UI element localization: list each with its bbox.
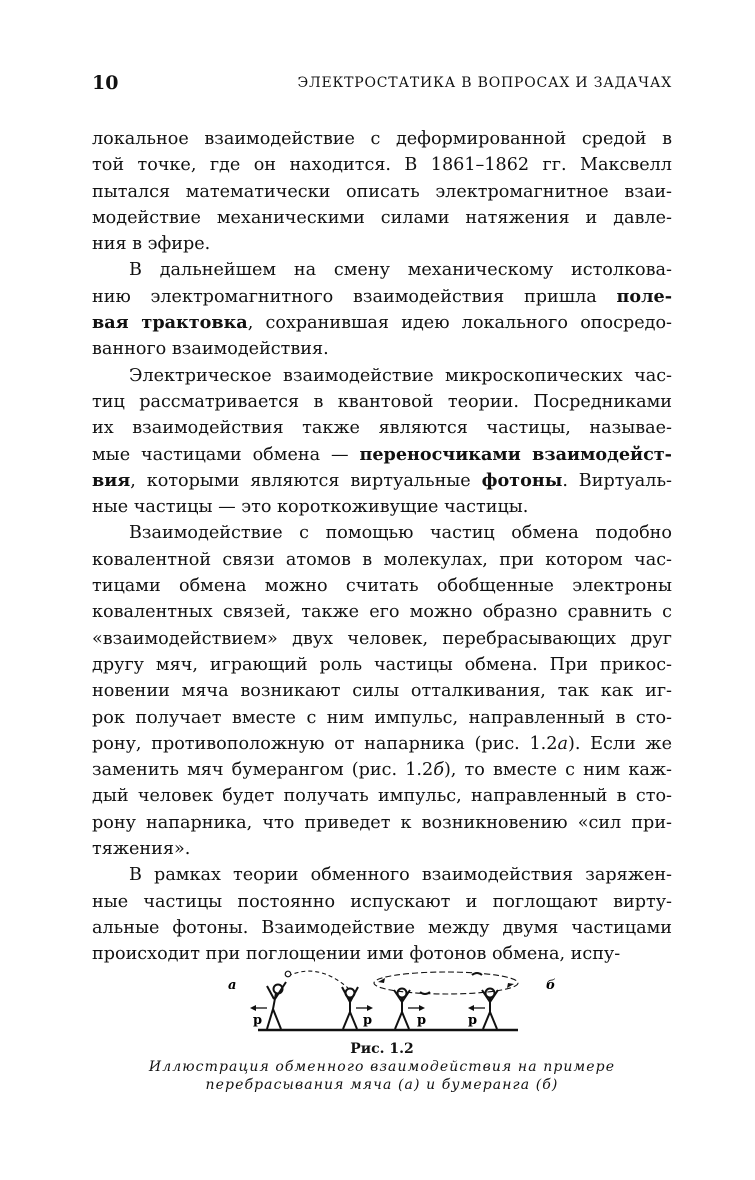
text-run: поле- xyxy=(616,285,672,307)
text-line xyxy=(92,547,672,573)
text-run: происходит при поглощении ими фотонов обмена, испу- xyxy=(92,944,621,965)
body-text xyxy=(92,126,672,968)
boomerang-icon xyxy=(420,992,430,994)
text-line xyxy=(92,126,672,152)
person-b2-icon xyxy=(482,989,498,1030)
text-run: пытался математически описать электромагнитное взаи- xyxy=(92,181,672,202)
text-line xyxy=(92,757,672,783)
paragraph xyxy=(92,520,672,862)
text-run: ковалентных связей, также его можно образно сравнить с xyxy=(92,602,672,623)
page-header xyxy=(92,72,672,96)
text-line xyxy=(92,257,672,283)
text-line xyxy=(92,415,672,441)
text-run: новении мяча возникают силы отталкивания, так как иг- xyxy=(92,681,672,702)
text-run: вия xyxy=(92,469,131,491)
running-title: ЭЛЕКТРОСТАТИКА В ВОПРОСАХ И ЗАДАЧАХ xyxy=(297,75,672,91)
text-run: рок получает вместе с ним импульс, направленный в сто- xyxy=(92,707,672,728)
text-line xyxy=(92,363,672,389)
text-run: а xyxy=(557,733,568,754)
text-run: тиц рассматривается в квантовой теории. Посредниками xyxy=(92,391,672,412)
person-a1-icon xyxy=(267,982,286,1029)
text-run: ния в эфире. xyxy=(92,234,211,255)
text-run: . Виртуаль- xyxy=(562,470,672,491)
text-line xyxy=(92,731,672,757)
text-line xyxy=(92,810,672,836)
figure-1-2 xyxy=(150,962,610,1042)
paragraph xyxy=(92,126,672,257)
figure-illustration xyxy=(150,962,610,1042)
boomerang-icon xyxy=(472,973,482,975)
ball-trajectory xyxy=(285,971,348,988)
caption-line: Иллюстрация обменного взаимодействия на примере xyxy=(148,1059,616,1075)
caption-title: Рис. 1.2 xyxy=(350,1041,414,1057)
text-run: ные частицы постоянно испускают и поглощают вирту- xyxy=(92,891,672,912)
text-run: альные фотоны. Взаимодействие между двумя частицами xyxy=(92,917,672,938)
text-line xyxy=(92,783,672,809)
text-run: рону, противоположную от напарника (рис. 1.2 xyxy=(92,733,558,754)
text-run: другу мяч, играющий роль частицы обмена. При прикос- xyxy=(92,654,672,675)
text-line xyxy=(92,915,672,941)
text-line xyxy=(92,310,672,336)
text-run: переносчиками взаимодейст- xyxy=(359,443,672,465)
text-line xyxy=(92,626,672,652)
text-line xyxy=(92,678,672,704)
text-line xyxy=(92,652,672,678)
text-run: В дальнейшем на смену механическому истолкова- xyxy=(129,260,672,281)
text-run: тицами обмена можно считать обобщенные электроны xyxy=(92,576,672,597)
text-run: , сохранившая идею локального опосредо- xyxy=(247,313,672,334)
text-run: мые частицами обмена — xyxy=(92,444,360,465)
text-line xyxy=(92,573,672,599)
text-run: нию электромагнитного взаимодействия пришла xyxy=(92,286,617,307)
text-run: , которыми являются виртуальные xyxy=(130,470,482,491)
text-run: заменить мяч бумерангом (рис. 1.2 xyxy=(92,760,434,781)
text-run: дый человек будет получать импульс, направленный в сто- xyxy=(92,786,672,807)
text-run: тяжения». xyxy=(92,839,191,860)
text-run: ). Если же xyxy=(567,733,672,754)
text-run: б xyxy=(433,760,444,781)
text-run: В рамках теории обменного взаимодействия заряжен- xyxy=(129,865,672,886)
text-run: ванного взаимодействия. xyxy=(92,339,329,360)
arrowhead-icon xyxy=(507,983,514,988)
text-run: модействие механическими силами натяжения и давле- xyxy=(92,207,672,228)
figure-label-b: б xyxy=(546,978,556,993)
paragraph xyxy=(92,257,672,362)
text-run: Электрическое взаимодействие микроскопических час- xyxy=(129,365,672,386)
text-run: локальное взаимодействие с деформированной средой в xyxy=(92,129,672,149)
text-run: той точке, где он находится. В 1861–1862 гг. Максвелл xyxy=(92,155,672,176)
text-line xyxy=(92,836,672,862)
text-run: ), то вместе с ним каж- xyxy=(443,760,672,781)
figure-label-a: а xyxy=(228,978,237,993)
text-line xyxy=(92,179,672,205)
text-line xyxy=(92,494,672,520)
text-run: вая трактовка xyxy=(92,312,248,334)
text-line xyxy=(92,336,672,362)
momentum-label: p xyxy=(468,1013,478,1028)
text-run: Взаимодействие с помощью частиц обмена подобно xyxy=(129,523,672,544)
text-line xyxy=(92,152,672,178)
text-line xyxy=(92,520,672,546)
text-line xyxy=(92,468,672,494)
momentum-label: p xyxy=(253,1013,263,1028)
person-a2-icon xyxy=(342,987,358,1029)
person-b1-icon xyxy=(394,989,410,1030)
text-line xyxy=(92,231,672,257)
figure-caption xyxy=(92,1040,672,1094)
momentum-label: p xyxy=(417,1013,427,1028)
text-line xyxy=(92,205,672,231)
text-run: рону напарника, что приведет к возникновению «сил при- xyxy=(92,812,672,833)
paragraph xyxy=(92,862,672,967)
text-line xyxy=(92,284,672,310)
text-line xyxy=(92,705,672,731)
text-line xyxy=(92,862,672,888)
text-run: фотоны xyxy=(481,469,563,491)
text-run: «взаимодействием» двух человек, перебрасывающих друг xyxy=(92,628,672,649)
text-run: ные частицы — это короткоживущие частицы. xyxy=(92,497,529,518)
text-line xyxy=(92,442,672,468)
ball-icon xyxy=(285,971,291,977)
momentum-label: p xyxy=(363,1013,373,1028)
paragraph xyxy=(92,363,672,521)
caption-line: перебрасывания мяча (а) и бумеранга (б) xyxy=(205,1077,559,1093)
text-line xyxy=(92,889,672,915)
text-line xyxy=(92,599,672,625)
text-line xyxy=(92,389,672,415)
text-run: их взаимодействия также являются частицы, называе- xyxy=(92,418,672,439)
text-run: ковалентной связи атомов в молекулах, при котором час- xyxy=(92,549,672,570)
page-number: 10 xyxy=(92,72,119,94)
